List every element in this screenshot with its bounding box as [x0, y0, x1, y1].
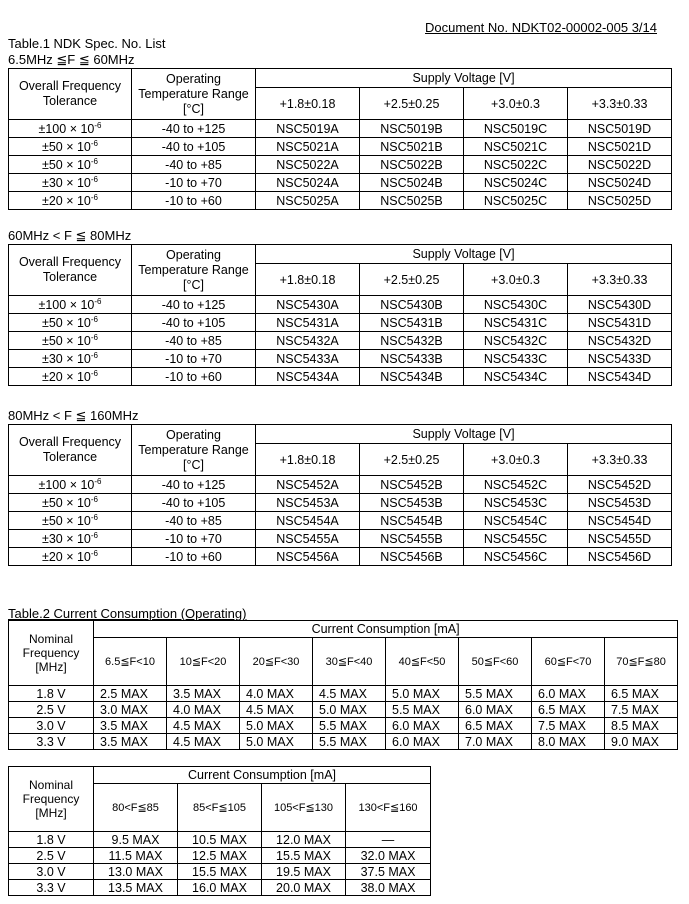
current-value-cell: 8.5 MAX — [605, 718, 678, 734]
table-row — [9, 848, 431, 864]
part-number-cell: NSC5024D — [568, 174, 672, 192]
header-row — [9, 425, 672, 444]
tolerance-value: ±20 × 10 — [41, 549, 91, 564]
current-value-cell: 5.5 MAX — [386, 702, 459, 718]
table-row — [9, 476, 672, 494]
part-number-cell: NSC5456B — [360, 548, 464, 566]
part-number-cell: NSC5022D — [568, 156, 672, 174]
table-row — [9, 156, 672, 174]
table-row — [9, 368, 672, 386]
current-value-cell: 10.5 MAX — [178, 832, 262, 848]
tolerance-value: ±20 × 10 — [41, 369, 91, 384]
frequency-range-header: 105<F≦130 — [262, 784, 346, 832]
part-number-cell: NSC5430D — [568, 296, 672, 314]
table-row — [9, 686, 678, 702]
part-number-cell: NSC5452B — [360, 476, 464, 494]
current-value-cell: 5.5 MAX — [313, 718, 386, 734]
tolerance-cell — [9, 296, 132, 314]
tolerance-value: ±30 × 10 — [41, 531, 91, 546]
frequency-range-header: 40≦F<50 — [386, 638, 459, 686]
tolerance-exponent: -6 — [90, 314, 99, 324]
part-number-cell: NSC5021C — [464, 138, 568, 156]
current-table-b — [8, 766, 431, 896]
voltage-cell: 3.0 V — [9, 864, 94, 880]
tolerance-cell — [9, 548, 132, 566]
frequency-range-header: 70≦F≦80 — [605, 638, 678, 686]
part-number-cell: NSC5019C — [464, 120, 568, 138]
current-value-cell: 38.0 MAX — [346, 880, 431, 896]
current-value-cell: 3.5 MAX — [94, 718, 167, 734]
current-value-cell: 13.0 MAX — [94, 864, 178, 880]
part-number-cell: NSC5019A — [256, 120, 360, 138]
temperature-cell: -10 to +70 — [132, 530, 256, 548]
frequency-range-header: 6.5≦F<10 — [94, 638, 167, 686]
tolerance-value: ±50 × 10 — [41, 315, 91, 330]
part-number-cell: NSC5453D — [568, 494, 672, 512]
tolerance-exponent: -6 — [90, 332, 99, 342]
temperature-cell: -10 to +60 — [132, 548, 256, 566]
frequency-range-header: 60≦F<70 — [532, 638, 605, 686]
voltage-cell: 1.8 V — [9, 832, 94, 848]
table-row — [9, 296, 672, 314]
tolerance-cell — [9, 174, 132, 192]
part-number-cell: NSC5019D — [568, 120, 672, 138]
tolerance-cell — [9, 332, 132, 350]
current-table-a — [8, 620, 678, 750]
nominal-frequency-header: Nominal Frequency [MHz] — [9, 767, 94, 832]
part-number-cell: NSC5022A — [256, 156, 360, 174]
tolerance-exponent: -6 — [90, 368, 99, 378]
current-value-cell: — — [346, 832, 431, 848]
current-value-cell: 6.0 MAX — [459, 702, 532, 718]
part-number-cell: NSC5432C — [464, 332, 568, 350]
table-row — [9, 120, 672, 138]
tolerance-value: ±100 × 10 — [38, 297, 95, 312]
part-number-cell: NSC5433B — [360, 350, 464, 368]
current-value-cell: 9.5 MAX — [94, 832, 178, 848]
part-number-cell: NSC5024A — [256, 174, 360, 192]
part-number-cell: NSC5431D — [568, 314, 672, 332]
tolerance-value: ±100 × 10 — [38, 121, 95, 136]
supply-voltage-header: Supply Voltage [V] — [256, 69, 672, 88]
tolerance-exponent: -6 — [90, 174, 99, 184]
current-consumption-header: Current Consumption [mA] — [94, 621, 678, 638]
temperature-cell: -40 to +125 — [132, 296, 256, 314]
part-number-cell: NSC5433D — [568, 350, 672, 368]
spec-table-section — [8, 244, 672, 386]
current-value-cell: 7.5 MAX — [605, 702, 678, 718]
voltage-header: +2.5±0.25 — [360, 264, 464, 296]
header-row — [9, 621, 678, 638]
tolerance-exponent: -6 — [90, 350, 99, 360]
part-number-cell: NSC5430B — [360, 296, 464, 314]
tolerance-exponent: -6 — [90, 192, 99, 202]
table-row — [9, 702, 678, 718]
frequency-range-header: 10≦F<20 — [167, 638, 240, 686]
frequency-range-header: 130<F≦160 — [346, 784, 431, 832]
part-number-cell: NSC5022B — [360, 156, 464, 174]
current-value-cell: 6.5 MAX — [605, 686, 678, 702]
voltage-header: +2.5±0.25 — [360, 444, 464, 476]
tolerance-value: ±50 × 10 — [41, 333, 91, 348]
part-number-cell: NSC5432B — [360, 332, 464, 350]
part-number-cell: NSC5454B — [360, 512, 464, 530]
tolerance-cell — [9, 476, 132, 494]
tolerance-cell — [9, 120, 132, 138]
part-number-cell: NSC5025C — [464, 192, 568, 210]
part-number-cell: NSC5021B — [360, 138, 464, 156]
temperature-cell: -40 to +85 — [132, 156, 256, 174]
voltage-cell: 2.5 V — [9, 848, 94, 864]
voltage-header: +3.0±0.3 — [464, 444, 568, 476]
voltage-cell: 3.3 V — [9, 880, 94, 896]
current-value-cell: 13.5 MAX — [94, 880, 178, 896]
tolerance-header: Overall Frequency Tolerance — [9, 245, 132, 296]
tolerance-cell — [9, 530, 132, 548]
part-number-cell: NSC5453B — [360, 494, 464, 512]
part-number-cell: NSC5455A — [256, 530, 360, 548]
temperature-cell: -10 to +60 — [132, 368, 256, 386]
tolerance-cell — [9, 138, 132, 156]
part-number-cell: NSC5431B — [360, 314, 464, 332]
header-row — [9, 638, 678, 686]
current-value-cell: 3.5 MAX — [94, 734, 167, 750]
frequency-range-header: 20≦F<30 — [240, 638, 313, 686]
voltage-header: +3.0±0.3 — [464, 88, 568, 120]
temperature-header: Operating Temperature Range [°C] — [132, 69, 256, 120]
part-number-cell: NSC5434A — [256, 368, 360, 386]
voltage-cell: 3.3 V — [9, 734, 94, 750]
current-value-cell: 6.5 MAX — [459, 718, 532, 734]
tolerance-value: ±50 × 10 — [41, 513, 91, 528]
part-number-cell: NSC5021A — [256, 138, 360, 156]
part-number-cell: NSC5431C — [464, 314, 568, 332]
tolerance-cell — [9, 192, 132, 210]
part-number-cell: NSC5455C — [464, 530, 568, 548]
current-value-cell: 37.5 MAX — [346, 864, 431, 880]
part-number-cell: NSC5452D — [568, 476, 672, 494]
voltage-header: +3.3±0.33 — [568, 88, 672, 120]
voltage-cell: 2.5 V — [9, 702, 94, 718]
temperature-cell: -40 to +105 — [132, 138, 256, 156]
voltage-cell: 3.0 V — [9, 718, 94, 734]
temperature-header: Operating Temperature Range [°C] — [132, 425, 256, 476]
tolerance-cell — [9, 350, 132, 368]
part-number-cell: NSC5455B — [360, 530, 464, 548]
tolerance-exponent: -6 — [90, 138, 99, 148]
temperature-cell: -40 to +105 — [132, 314, 256, 332]
voltage-header: +3.0±0.3 — [464, 264, 568, 296]
table-row — [9, 138, 672, 156]
part-number-cell: NSC5432A — [256, 332, 360, 350]
frequency-range-header: 80<F≦85 — [94, 784, 178, 832]
part-number-cell: NSC5456D — [568, 548, 672, 566]
part-number-cell: NSC5022C — [464, 156, 568, 174]
current-value-cell: 6.0 MAX — [386, 734, 459, 750]
tolerance-exponent: -6 — [90, 548, 99, 558]
current-value-cell: 5.0 MAX — [240, 734, 313, 750]
document-number: Document No. NDKT02-00002-005 3/14 — [425, 20, 657, 35]
current-value-cell: 6.0 MAX — [386, 718, 459, 734]
part-number-cell: NSC5455D — [568, 530, 672, 548]
temperature-cell: -40 to +85 — [132, 512, 256, 530]
tolerance-value: ±100 × 10 — [38, 477, 95, 492]
voltage-header: +3.3±0.33 — [568, 264, 672, 296]
part-number-cell: NSC5454A — [256, 512, 360, 530]
current-value-cell: 7.5 MAX — [532, 718, 605, 734]
tolerance-exponent: -6 — [90, 512, 99, 522]
table-row — [9, 548, 672, 566]
current-value-cell: 12.0 MAX — [262, 832, 346, 848]
current-value-cell: 4.5 MAX — [240, 702, 313, 718]
temperature-cell: -40 to +125 — [132, 476, 256, 494]
current-value-cell: 32.0 MAX — [346, 848, 431, 864]
table-row — [9, 494, 672, 512]
current-value-cell: 5.0 MAX — [240, 718, 313, 734]
tolerance-header: Overall Frequency Tolerance — [9, 69, 132, 120]
current-value-cell: 5.5 MAX — [313, 734, 386, 750]
nominal-frequency-header: Nominal Frequency [MHz] — [9, 621, 94, 686]
part-number-cell: NSC5452C — [464, 476, 568, 494]
voltage-header: +1.8±0.18 — [256, 444, 360, 476]
part-number-cell: NSC5025D — [568, 192, 672, 210]
current-value-cell: 4.0 MAX — [240, 686, 313, 702]
tolerance-exponent: -6 — [94, 120, 102, 130]
current-value-cell: 2.5 MAX — [94, 686, 167, 702]
tolerance-cell — [9, 494, 132, 512]
current-value-cell: 15.5 MAX — [262, 848, 346, 864]
current-value-cell: 5.5 MAX — [459, 686, 532, 702]
section-range-caption: 60MHz < F ≦ 80MHz — [8, 228, 132, 243]
current-value-cell: 11.5 MAX — [94, 848, 178, 864]
temperature-cell: -40 to +105 — [132, 494, 256, 512]
table-row — [9, 718, 678, 734]
tolerance-value: ±50 × 10 — [41, 495, 91, 510]
part-number-cell: NSC5025A — [256, 192, 360, 210]
tolerance-cell — [9, 314, 132, 332]
part-number-cell: NSC5024B — [360, 174, 464, 192]
voltage-header: +3.3±0.33 — [568, 444, 672, 476]
part-number-cell: NSC5021D — [568, 138, 672, 156]
current-value-cell: 20.0 MAX — [262, 880, 346, 896]
header-row — [9, 767, 431, 784]
part-number-cell: NSC5456C — [464, 548, 568, 566]
part-number-cell: NSC5453C — [464, 494, 568, 512]
part-number-cell: NSC5432D — [568, 332, 672, 350]
tolerance-value: ±50 × 10 — [41, 157, 91, 172]
table-row — [9, 734, 678, 750]
current-value-cell: 4.5 MAX — [167, 734, 240, 750]
tolerance-value: ±30 × 10 — [41, 351, 91, 366]
current-value-cell: 4.5 MAX — [167, 718, 240, 734]
part-number-cell: NSC5025B — [360, 192, 464, 210]
tolerance-exponent: -6 — [94, 296, 102, 306]
tolerance-exponent: -6 — [90, 530, 99, 540]
tolerance-value: ±20 × 10 — [41, 193, 91, 208]
part-number-cell: NSC5454D — [568, 512, 672, 530]
tolerance-cell — [9, 512, 132, 530]
temperature-cell: -10 to +70 — [132, 174, 256, 192]
current-value-cell: 3.0 MAX — [94, 702, 167, 718]
part-number-cell: NSC5452A — [256, 476, 360, 494]
part-number-cell: NSC5019B — [360, 120, 464, 138]
table-row — [9, 832, 431, 848]
part-number-cell: NSC5434B — [360, 368, 464, 386]
table-row — [9, 192, 672, 210]
current-value-cell: 4.0 MAX — [167, 702, 240, 718]
tolerance-value: ±50 × 10 — [41, 139, 91, 154]
part-number-cell: NSC5430A — [256, 296, 360, 314]
current-value-cell: 6.0 MAX — [532, 686, 605, 702]
table2-caption: Table.2 Current Consumption (Operating) — [8, 606, 247, 621]
current-value-cell: 5.0 MAX — [313, 702, 386, 718]
section-range-caption: 6.5MHz ≦F ≦ 60MHz — [8, 52, 135, 67]
table-row — [9, 174, 672, 192]
voltage-header: +1.8±0.18 — [256, 88, 360, 120]
temperature-cell: -40 to +125 — [132, 120, 256, 138]
current-value-cell: 7.0 MAX — [459, 734, 532, 750]
tolerance-exponent: -6 — [94, 476, 102, 486]
tolerance-exponent: -6 — [90, 494, 99, 504]
tolerance-exponent: -6 — [90, 156, 99, 166]
part-number-cell: NSC5453A — [256, 494, 360, 512]
table-row — [9, 864, 431, 880]
tolerance-header: Overall Frequency Tolerance — [9, 425, 132, 476]
table-row — [9, 314, 672, 332]
current-value-cell: 12.5 MAX — [178, 848, 262, 864]
current-value-cell: 4.5 MAX — [313, 686, 386, 702]
spec-table-section — [8, 68, 672, 210]
part-number-cell: NSC5434C — [464, 368, 568, 386]
current-value-cell: 9.0 MAX — [605, 734, 678, 750]
temperature-header: Operating Temperature Range [°C] — [132, 245, 256, 296]
section-range-caption: 80MHz < F ≦ 160MHz — [8, 408, 139, 423]
table1-caption: Table.1 NDK Spec. No. List — [8, 36, 166, 51]
spec-table-section — [8, 424, 672, 566]
table-row — [9, 332, 672, 350]
part-number-cell: NSC5433C — [464, 350, 568, 368]
part-number-cell: NSC5430C — [464, 296, 568, 314]
table-row — [9, 350, 672, 368]
tolerance-cell — [9, 368, 132, 386]
current-value-cell: 16.0 MAX — [178, 880, 262, 896]
table-row — [9, 530, 672, 548]
header-row — [9, 245, 672, 264]
part-number-cell: NSC5456A — [256, 548, 360, 566]
voltage-header: +2.5±0.25 — [360, 88, 464, 120]
voltage-header: +1.8±0.18 — [256, 264, 360, 296]
current-value-cell: 8.0 MAX — [532, 734, 605, 750]
current-value-cell: 5.0 MAX — [386, 686, 459, 702]
tolerance-value: ±30 × 10 — [41, 175, 91, 190]
part-number-cell: NSC5434D — [568, 368, 672, 386]
supply-voltage-header: Supply Voltage [V] — [256, 425, 672, 444]
part-number-cell: NSC5431A — [256, 314, 360, 332]
header-row — [9, 69, 672, 88]
supply-voltage-header: Supply Voltage [V] — [256, 245, 672, 264]
part-number-cell: NSC5024C — [464, 174, 568, 192]
current-value-cell: 3.5 MAX — [167, 686, 240, 702]
current-value-cell: 19.5 MAX — [262, 864, 346, 880]
temperature-cell: -10 to +60 — [132, 192, 256, 210]
frequency-range-header: 30≦F<40 — [313, 638, 386, 686]
current-value-cell: 15.5 MAX — [178, 864, 262, 880]
temperature-cell: -40 to +85 — [132, 332, 256, 350]
temperature-cell: -10 to +70 — [132, 350, 256, 368]
tolerance-cell — [9, 156, 132, 174]
voltage-cell: 1.8 V — [9, 686, 94, 702]
frequency-range-header: 50≦F<60 — [459, 638, 532, 686]
table-row — [9, 880, 431, 896]
current-consumption-header: Current Consumption [mA] — [94, 767, 431, 784]
current-value-cell: 6.5 MAX — [532, 702, 605, 718]
frequency-range-header: 85<F≦105 — [178, 784, 262, 832]
part-number-cell: NSC5433A — [256, 350, 360, 368]
part-number-cell: NSC5454C — [464, 512, 568, 530]
table-row — [9, 512, 672, 530]
